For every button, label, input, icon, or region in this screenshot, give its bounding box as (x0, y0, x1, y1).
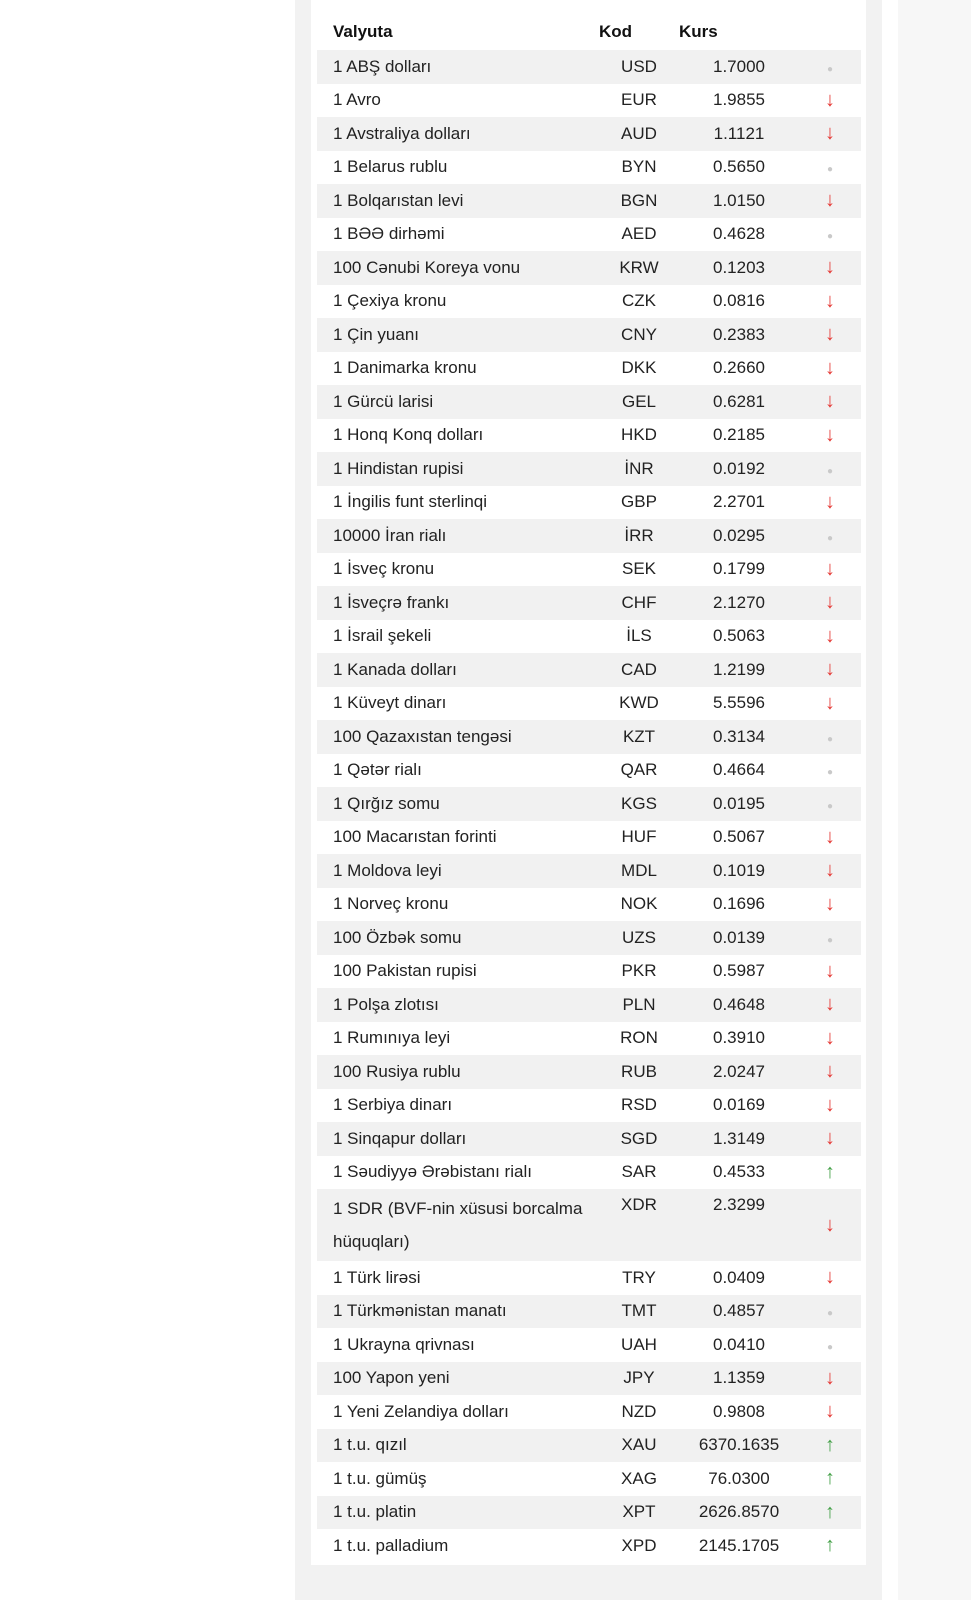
currency-rate: 0.6281 (679, 385, 799, 419)
table-row (317, 1462, 861, 1496)
table-row (317, 1022, 861, 1056)
currency-rate: 1.7000 (679, 50, 799, 84)
arrow-down-icon: ↓ (825, 289, 835, 312)
currency-rate: 0.4533 (679, 1156, 799, 1190)
currency-rate: 0.1019 (679, 854, 799, 888)
currency-rate: 6370.1635 (679, 1429, 799, 1463)
currency-rates-table (317, 14, 861, 1563)
table-row (317, 50, 861, 84)
dot-icon: ● (826, 800, 834, 812)
trend-cell (799, 1429, 861, 1463)
trend-cell (799, 318, 861, 352)
currency-code: AED (599, 218, 679, 252)
currency-name: 1 Hindistan rupisi (317, 452, 599, 486)
currency-code: MDL (599, 854, 679, 888)
currency-code: CHF (599, 586, 679, 620)
dot-icon: ● (826, 63, 834, 75)
currency-code: NOK (599, 888, 679, 922)
table-row (317, 1156, 861, 1190)
trend-cell (799, 419, 861, 453)
header-code: Kod (599, 22, 633, 41)
table-row (317, 151, 861, 185)
currency-code: XAG (599, 1462, 679, 1496)
currency-code: NZD (599, 1395, 679, 1429)
currency-rate: 2.3299 (679, 1189, 799, 1261)
currency-rate: 1.2199 (679, 653, 799, 687)
table-row (317, 687, 861, 721)
trend-cell (799, 821, 861, 855)
table-row (317, 821, 861, 855)
arrow-down-icon: ↓ (825, 256, 835, 279)
currency-rate: 2.1270 (679, 586, 799, 620)
trend-cell (799, 1529, 861, 1563)
trend-cell (799, 1496, 861, 1530)
arrow-down-icon: ↓ (825, 557, 835, 580)
table-row (317, 1189, 861, 1261)
currency-code: HKD (599, 419, 679, 453)
currency-name: 1 Qətər rialı (317, 754, 599, 788)
trend-cell (799, 754, 861, 788)
currency-code: BGN (599, 184, 679, 218)
currency-name: 1 Avro (317, 84, 599, 118)
currency-name: 1 Bolqarıstan levi (317, 184, 599, 218)
currency-name: 100 Cənubi Koreya vonu (317, 251, 599, 285)
currency-code: SAR (599, 1156, 679, 1190)
currency-rate: 0.4648 (679, 988, 799, 1022)
currency-name: 1 Avstraliya dolları (317, 117, 599, 151)
arrow-up-icon: ↑ (825, 1433, 835, 1456)
trend-cell (799, 184, 861, 218)
table-row (317, 452, 861, 486)
currency-name: 1 t.u. platin (317, 1496, 599, 1530)
currency-name: 100 Pakistan rupisi (317, 955, 599, 989)
currency-name: 1 İsveç kronu (317, 553, 599, 587)
currency-code: EUR (599, 84, 679, 118)
trend-cell (799, 1261, 861, 1295)
currency-name: 1 Moldova leyi (317, 854, 599, 888)
trend-cell (799, 955, 861, 989)
arrow-down-icon: ↓ (825, 1093, 835, 1116)
currency-name: 1 Belarus rublu (317, 151, 599, 185)
currency-rate: 0.9808 (679, 1395, 799, 1429)
arrow-down-icon: ↓ (825, 356, 835, 379)
trend-cell (799, 218, 861, 252)
currency-code: SEK (599, 553, 679, 587)
arrow-down-icon: ↓ (825, 859, 835, 882)
dot-icon: ● (826, 465, 834, 477)
currency-name: 1 Qırğız somu (317, 787, 599, 821)
trend-cell (799, 586, 861, 620)
table-header-row (317, 14, 861, 50)
currency-name: 100 Qazaxıstan tengəsi (317, 720, 599, 754)
currency-name: 1 İsrail şekeli (317, 620, 599, 654)
currency-name: 1 t.u. gümüş (317, 1462, 599, 1496)
currency-code: GEL (599, 385, 679, 419)
arrow-down-icon: ↓ (825, 1266, 835, 1289)
currency-code: TRY (599, 1261, 679, 1295)
trend-cell (799, 251, 861, 285)
trend-cell (799, 888, 861, 922)
currency-rate: 0.0195 (679, 787, 799, 821)
currency-code: XAU (599, 1429, 679, 1463)
currency-code: PLN (599, 988, 679, 1022)
table-row (317, 1055, 861, 1089)
currency-name: 1 Sinqapur dolları (317, 1122, 599, 1156)
table-row (317, 888, 861, 922)
table-row (317, 519, 861, 553)
trend-cell (799, 921, 861, 955)
currency-rate: 0.5063 (679, 620, 799, 654)
currency-rate: 0.1203 (679, 251, 799, 285)
table-row (317, 787, 861, 821)
arrow-down-icon: ↓ (825, 624, 835, 647)
currency-rate: 0.4664 (679, 754, 799, 788)
currency-rate: 0.2185 (679, 419, 799, 453)
table-row (317, 921, 861, 955)
table-row (317, 184, 861, 218)
trend-cell (799, 1362, 861, 1396)
trend-cell (799, 117, 861, 151)
currency-name: 1 Türkmənistan manatı (317, 1295, 599, 1329)
currency-rate: 0.1799 (679, 553, 799, 587)
table-row (317, 1429, 861, 1463)
currency-name: 100 Özbək somu (317, 921, 599, 955)
currency-name: 1 Rumınıya leyi (317, 1022, 599, 1056)
currency-code: UZS (599, 921, 679, 955)
currency-rate: 1.1121 (679, 117, 799, 151)
arrow-down-icon: ↓ (825, 658, 835, 681)
table-row (317, 1529, 861, 1563)
currency-rate: 76.0300 (679, 1462, 799, 1496)
trend-cell (799, 50, 861, 84)
currency-rate: 5.5596 (679, 687, 799, 721)
currency-rate: 0.2660 (679, 352, 799, 386)
currency-rate: 1.9855 (679, 84, 799, 118)
table-row (317, 117, 861, 151)
currency-code: HUF (599, 821, 679, 855)
currency-code: XPT (599, 1496, 679, 1530)
currency-name: 1 t.u. qızıl (317, 1429, 599, 1463)
currency-code: İNR (599, 452, 679, 486)
currency-name: 1 Danimarka kronu (317, 352, 599, 386)
currency-name: 1 İsveçrə frankı (317, 586, 599, 620)
arrow-down-icon: ↓ (825, 1026, 835, 1049)
trend-cell (799, 620, 861, 654)
dot-icon: ● (826, 1308, 834, 1320)
right-margin-strip (898, 0, 971, 1600)
table-row (317, 988, 861, 1022)
currency-rate: 2145.1705 (679, 1529, 799, 1563)
table-row (317, 854, 861, 888)
currency-code: TMT (599, 1295, 679, 1329)
arrow-up-icon: ↑ (825, 1534, 835, 1557)
arrow-down-icon: ↓ (825, 892, 835, 915)
header-currency: Valyuta (333, 22, 393, 41)
arrow-down-icon: ↓ (825, 1400, 835, 1423)
arrow-down-icon: ↓ (825, 825, 835, 848)
trend-cell (799, 1328, 861, 1362)
currency-code: RSD (599, 1089, 679, 1123)
currency-rate: 0.5987 (679, 955, 799, 989)
arrow-down-icon: ↓ (825, 591, 835, 614)
trend-cell (799, 720, 861, 754)
currency-name: 1 Çexiya kronu (317, 285, 599, 319)
trend-cell (799, 1055, 861, 1089)
table-row (317, 955, 861, 989)
trend-cell (799, 787, 861, 821)
currency-code: XDR (599, 1189, 679, 1261)
table-row (317, 352, 861, 386)
trend-cell (799, 653, 861, 687)
currency-code: AUD (599, 117, 679, 151)
table-row (317, 586, 861, 620)
currency-code: İLS (599, 620, 679, 654)
currency-name: 1 Ukrayna qrivnası (317, 1328, 599, 1362)
currency-name: 1 SDR (BVF-nin xüsusi borcalma hüquqları) (317, 1189, 599, 1261)
currency-name: 1 Çin yuanı (317, 318, 599, 352)
currency-rate: 0.0410 (679, 1328, 799, 1362)
table-row (317, 1328, 861, 1362)
table-row (317, 553, 861, 587)
header-rate: Kurs (679, 22, 718, 41)
trend-cell (799, 285, 861, 319)
trend-cell (799, 1395, 861, 1429)
trend-cell (799, 486, 861, 520)
table-row (317, 620, 861, 654)
dot-icon: ● (826, 934, 834, 946)
currency-name: 1 Səudiyyə Ərəbistanı rialı (317, 1156, 599, 1190)
currency-name: 100 Macarıstan forinti (317, 821, 599, 855)
dot-icon: ● (826, 733, 834, 745)
currency-rate: 0.0169 (679, 1089, 799, 1123)
trend-cell (799, 1295, 861, 1329)
arrow-up-icon: ↑ (825, 1160, 835, 1183)
dot-icon: ● (826, 532, 834, 544)
currency-rate: 0.0295 (679, 519, 799, 553)
currency-name: 1 Türk lirəsi (317, 1261, 599, 1295)
currency-name: 100 Rusiya rublu (317, 1055, 599, 1089)
trend-cell (799, 84, 861, 118)
trend-cell (799, 1022, 861, 1056)
trend-cell (799, 452, 861, 486)
arrow-down-icon: ↓ (825, 691, 835, 714)
currency-code: CAD (599, 653, 679, 687)
arrow-down-icon: ↓ (825, 1366, 835, 1389)
trend-cell (799, 519, 861, 553)
dot-icon: ● (826, 767, 834, 779)
currency-name: 1 Norveç kronu (317, 888, 599, 922)
trend-cell (799, 352, 861, 386)
trend-cell (799, 687, 861, 721)
currency-name: 1 Küveyt dinarı (317, 687, 599, 721)
table-row (317, 1122, 861, 1156)
table-row (317, 1089, 861, 1123)
table-row (317, 1362, 861, 1396)
currency-code: DKK (599, 352, 679, 386)
currency-rate: 1.1359 (679, 1362, 799, 1396)
currency-code: PKR (599, 955, 679, 989)
currency-name: 1 ABŞ dolları (317, 50, 599, 84)
trend-cell (799, 1189, 861, 1261)
table-row (317, 251, 861, 285)
currency-rate: 0.0816 (679, 285, 799, 319)
arrow-down-icon: ↓ (825, 1213, 835, 1236)
arrow-down-icon: ↓ (825, 490, 835, 513)
arrow-down-icon: ↓ (825, 88, 835, 111)
currency-code: KWD (599, 687, 679, 721)
dot-icon: ● (826, 231, 834, 243)
table-row (317, 419, 861, 453)
currency-rate: 2.0247 (679, 1055, 799, 1089)
currency-name: 1 BƏƏ dirhəmi (317, 218, 599, 252)
arrow-down-icon: ↓ (825, 423, 835, 446)
table-row (317, 1295, 861, 1329)
currency-code: KGS (599, 787, 679, 821)
table-row (317, 285, 861, 319)
table-row (317, 318, 861, 352)
table-body (317, 50, 861, 1563)
table-row (317, 1261, 861, 1295)
arrow-up-icon: ↑ (825, 1467, 835, 1490)
table-row (317, 84, 861, 118)
arrow-down-icon: ↓ (825, 993, 835, 1016)
currency-rate: 0.5650 (679, 151, 799, 185)
currency-code: CZK (599, 285, 679, 319)
trend-cell (799, 1122, 861, 1156)
currency-rate: 0.1696 (679, 888, 799, 922)
currency-code: GBP (599, 486, 679, 520)
currency-code: KRW (599, 251, 679, 285)
table-row (317, 653, 861, 687)
currency-code: SGD (599, 1122, 679, 1156)
currency-rate: 0.0139 (679, 921, 799, 955)
currency-name: 10000 İran rialı (317, 519, 599, 553)
currency-name: 1 Kanada dolları (317, 653, 599, 687)
currency-name: 1 Yeni Zelandiya dolları (317, 1395, 599, 1429)
arrow-down-icon: ↓ (825, 1127, 835, 1150)
currency-code: UAH (599, 1328, 679, 1362)
currency-name: 1 Gürcü larisi (317, 385, 599, 419)
trend-cell (799, 854, 861, 888)
currency-code: RUB (599, 1055, 679, 1089)
trend-cell (799, 385, 861, 419)
currency-rate: 0.5067 (679, 821, 799, 855)
currency-rate: 0.0192 (679, 452, 799, 486)
currency-name: 1 Serbiya dinarı (317, 1089, 599, 1123)
arrow-up-icon: ↑ (825, 1500, 835, 1523)
currency-code: İRR (599, 519, 679, 553)
trend-cell (799, 1156, 861, 1190)
arrow-down-icon: ↓ (825, 323, 835, 346)
trend-cell (799, 1089, 861, 1123)
trend-cell (799, 1462, 861, 1496)
currency-name: 1 Polşa zlotısı (317, 988, 599, 1022)
currency-name: 1 t.u. palladium (317, 1529, 599, 1563)
table-row (317, 385, 861, 419)
arrow-down-icon: ↓ (825, 189, 835, 212)
arrow-down-icon: ↓ (825, 390, 835, 413)
currency-rate: 0.4628 (679, 218, 799, 252)
currency-name: 100 Yapon yeni (317, 1362, 599, 1396)
trend-cell (799, 553, 861, 587)
arrow-down-icon: ↓ (825, 959, 835, 982)
table-row (317, 218, 861, 252)
trend-cell (799, 988, 861, 1022)
currency-code: BYN (599, 151, 679, 185)
currency-code: JPY (599, 1362, 679, 1396)
currency-code: XPD (599, 1529, 679, 1563)
currency-code: CNY (599, 318, 679, 352)
table-row (317, 720, 861, 754)
currency-code: QAR (599, 754, 679, 788)
currency-code: RON (599, 1022, 679, 1056)
table-row (317, 754, 861, 788)
table-row (317, 1496, 861, 1530)
currency-code: KZT (599, 720, 679, 754)
table-row (317, 1395, 861, 1429)
currency-code: USD (599, 50, 679, 84)
currency-rate: 0.3134 (679, 720, 799, 754)
currency-rate: 1.3149 (679, 1122, 799, 1156)
currency-name: 1 İngilis funt sterlinqi (317, 486, 599, 520)
currency-rate: 1.0150 (679, 184, 799, 218)
currency-rate: 2626.8570 (679, 1496, 799, 1530)
trend-cell (799, 151, 861, 185)
currency-rate: 0.0409 (679, 1261, 799, 1295)
dot-icon: ● (826, 164, 834, 176)
arrow-down-icon: ↓ (825, 1060, 835, 1083)
arrow-down-icon: ↓ (825, 122, 835, 145)
currency-rate: 0.4857 (679, 1295, 799, 1329)
header-trend (799, 14, 861, 50)
currency-rate: 2.2701 (679, 486, 799, 520)
currency-name: 1 Honq Konq dolları (317, 419, 599, 453)
currency-rate: 0.3910 (679, 1022, 799, 1056)
currency-rate: 0.2383 (679, 318, 799, 352)
dot-icon: ● (826, 1341, 834, 1353)
table-row (317, 486, 861, 520)
